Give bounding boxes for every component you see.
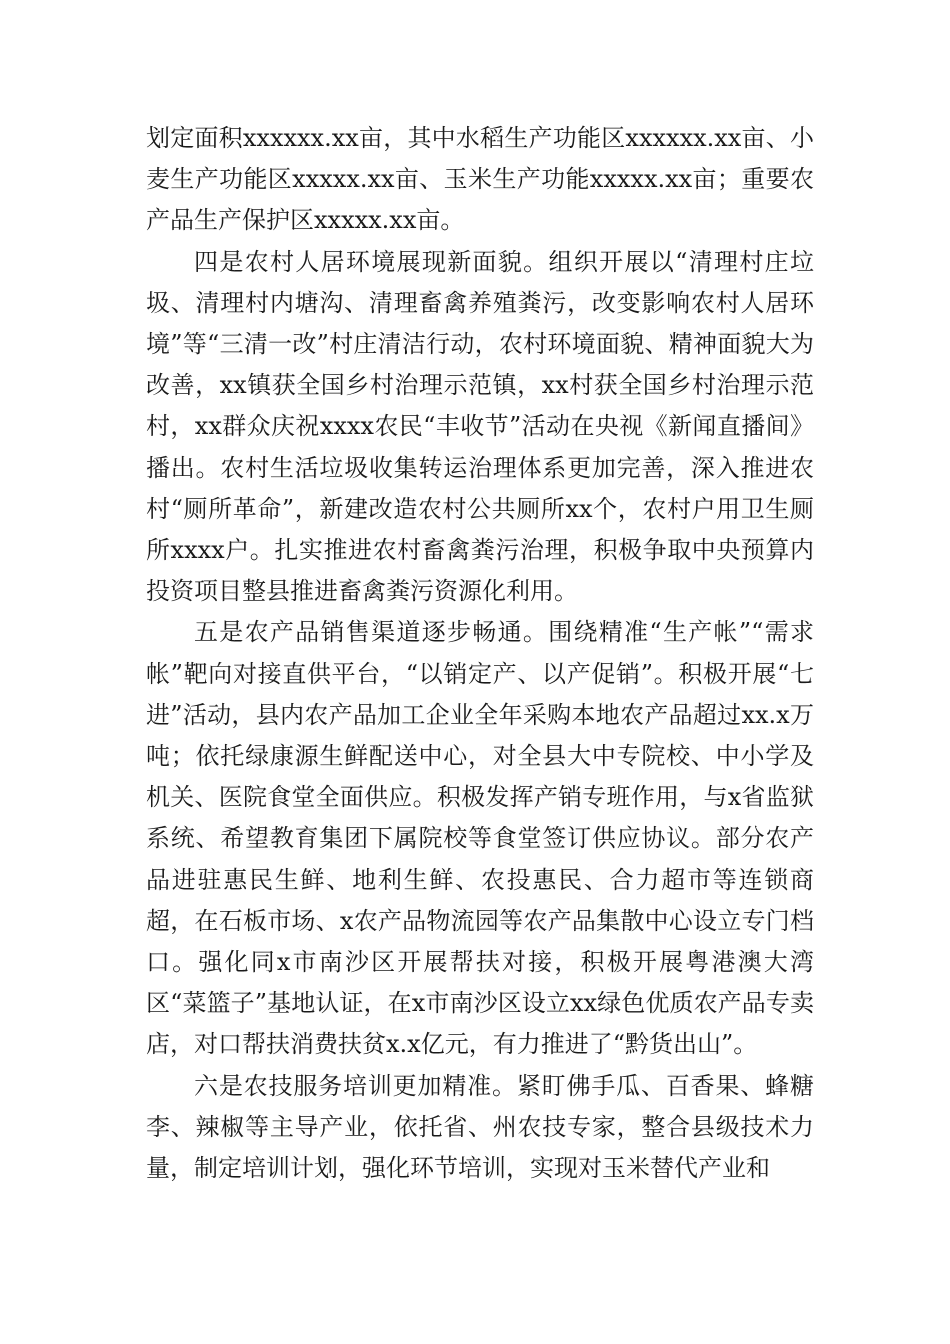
paragraph-agri-training: 六是农技服务培训更加精准。紧盯佛手瓜、百香果、蜂糖李、辣椒等主导产业，依托省、州农技专家，整合县级技术力量，制定培训计划，强化环节培训，实现对玉米替代产业和	[146, 1071, 814, 1183]
document-body	[146, 118, 814, 1189]
paragraph-living-environment: 四是农村人居环境展现新面貌。组织开展以“清理村庄垃圾、清理村内塘沟、清理畜禽养殖粪污，改变影响农村人居环境”等“三清一改”村庄清洁行动，农村环境面貌、精神面貌大为改善，xx镇获全国乡村治理示范镇，xx村获全国乡村治理示范村，xx群众庆祝xxxx农民“丰收节”活动在央视《新闻直播间》播出。农村生活垃圾收集转运治理体系更加完善，深入推进农村“厕所革命”，新建改造农村公共厕所xx个，农村户用卫生厕所xxxx户。扎实推进农村畜禽粪污治理，积极争取中央预算内投资项目整县推进畜禽粪污资源化利用。	[146, 247, 814, 606]
paragraph-sales-channels: 五是农产品销售渠道逐步畅通。围绕精准“生产帐”“需求帐”靶向对接直供平台，“以销定产、以产促销”。积极开展“七进”活动，县内农产品加工企业全年采购本地农产品超过xx.x万吨；依托绿康源生鲜配送中心，对全县大中专院校、中小学及机关、医院食堂全面供应。积极发挥产销专班作用，与x省监狱系统、希望教育集团下属院校等食堂签订供应协议。部分农产品进驻惠民生鲜、地利生鲜、农投惠民、合力超市等连锁商超，在石板市场、x农产品物流园等农产品集散中心设立专门档口。强化同x市南沙区开展帮扶对接，积极开展粤港澳大湾区“菜篮子”基地认证，在x市南沙区设立xx绿色优质农产品专卖店，对口帮扶消费扶贫x.x亿元，有力推进了“黔货出山”。	[146, 618, 814, 1059]
paragraph-area-summary: 划定面积xxxxxx.xx亩，其中水稻生产功能区xxxxxx.xx亩、小麦生产功能区xxxxx.xx亩、玉米生产功能xxxxx.xx亩；重要农产品生产保护区xxxxx.xx亩。	[146, 124, 814, 235]
